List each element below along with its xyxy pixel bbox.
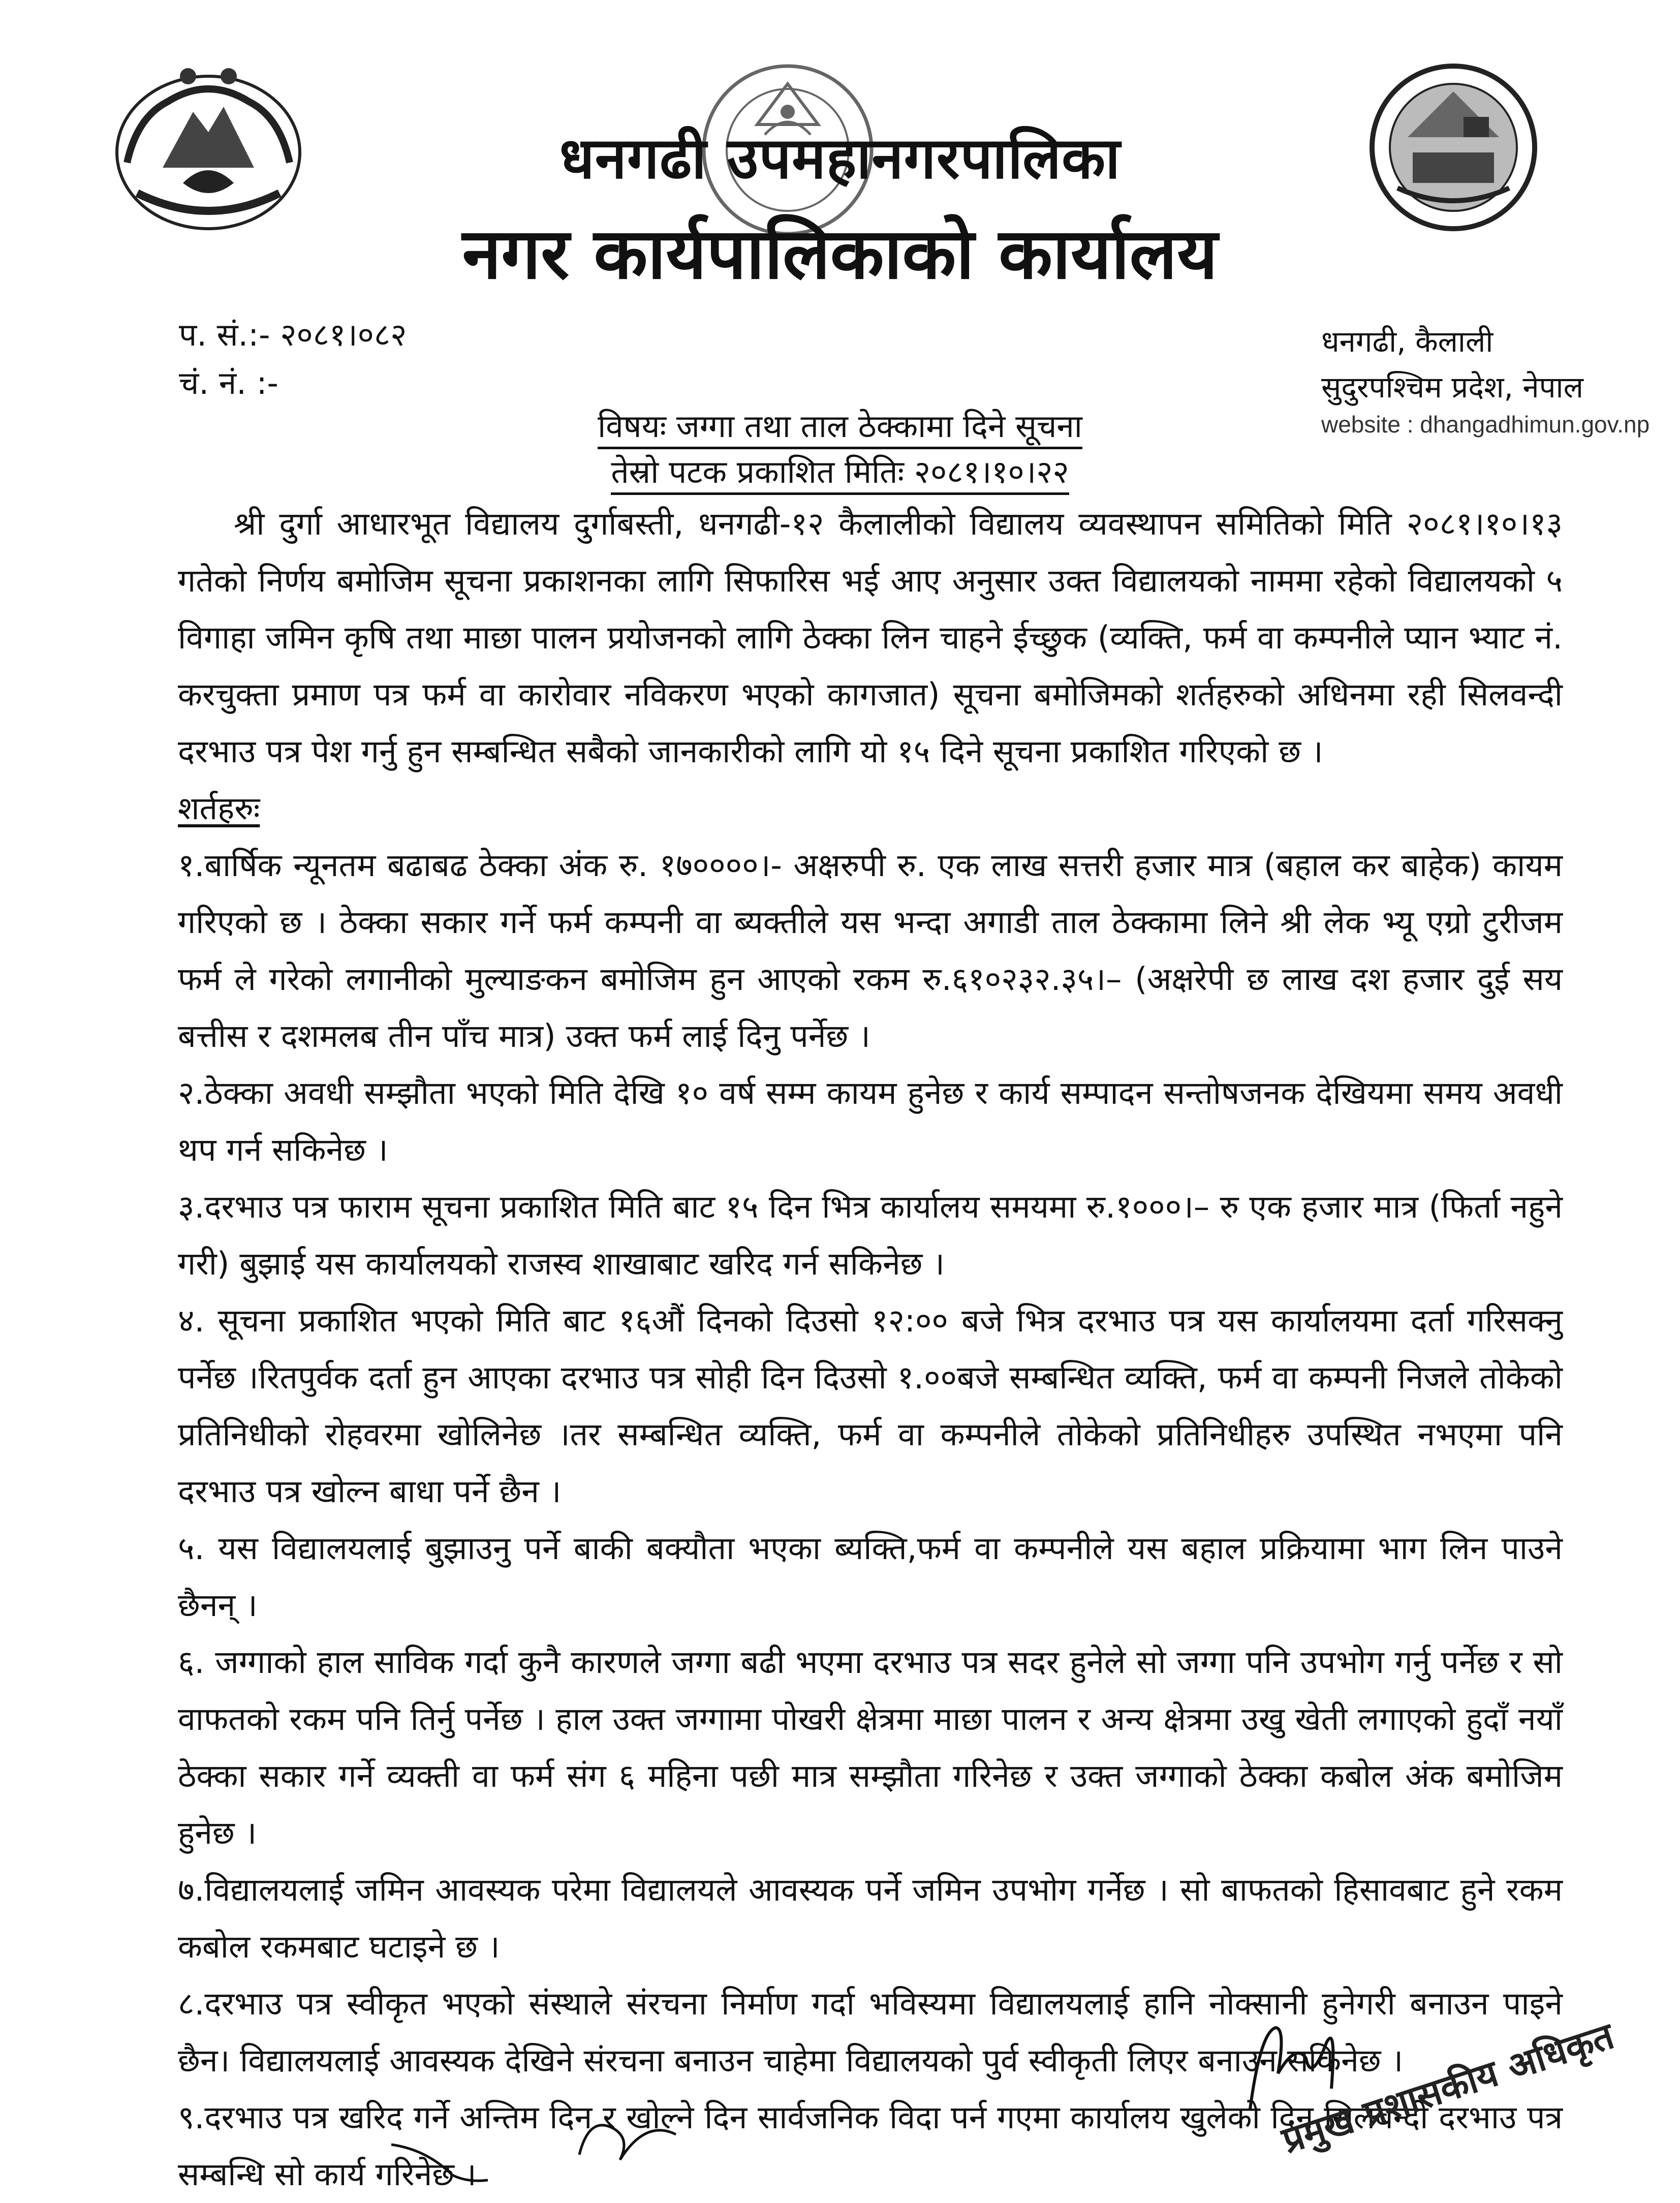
condition-item: ६. जग्गाको हाल साविक गर्दा कुनै कारणले जग्गा बढी भएमा दरभाउ पत्र सदर हुनेले सो जग्गा पनि उपभोग गर्नु पर्नेछ र सो वाफतको रकम पनि तिर्नु पर्नेछ । हाल उक्त जग्गामा पोखरी क्षेत्रमा माछा पालन र अन्य क्षेत्रमा उखु खेती लगाएको हुदाँ नयाँ ठेक्का सकार गर्ने व्यक्ती वा फर्म संग ६ महिना पछी मात्र सम्झौता गरिनेछ र उक्त जग्गाको ठेक्का कबोल अंक बमोजिम हुनेछ । <box>178 1643 1563 1851</box>
condition-item: २.ठेक्का अवधी सम्झौता भएको मिति देखि १० वर्ष सम्म कायम हुनेछ र कार्य सम्पादन सन्तोषजनक देखियमा समय अवधी थप गर्न सकिनेछ । <box>178 1074 1563 1168</box>
subject-publish-date <box>0 450 1680 492</box>
initials-signature-icon <box>569 2099 691 2175</box>
subject-title: विषयः जग्गा तथा ताल ठेक्कामा दिने सूचना <box>598 408 1082 449</box>
notice-body <box>178 495 1563 2203</box>
organization-name: धनगढी उपमहानगरपालिका <box>559 126 1121 192</box>
condition-item: ५. यस विद्यालयलाई बुझाउनु पर्ने बाकी बक्यौता भएका ब्यक्ति,फर्म वा कम्पनीले यस बहाल प्रक्रियामा भाग लिन पाउने छैनन् । <box>178 1530 1563 1624</box>
conditions-heading: शर्तहरुः <box>178 790 260 827</box>
subject-line <box>0 404 1680 447</box>
condition-item: ४. सूचना प्रकाशित भएको मिति बाट १६औं दिनको दिउसो १२:०० बजे भित्र दरभाउ पत्र यस कार्यालयमा दर्ता गरिसक्नु पर्नेछ ।रितपुर्वक दर्ता हुन आएका दरभाउ पत्र सोही दिन दिउसो १.००बजे सम्बन्धित व्यक्ति, फर्म वा कम्पनी निजले तोकेको प्रतिनिधीको रोहवरमा खोलिनेछ ।तर सम्बन्धित व्यक्ति, फर्म वा कम्पनीले तोकेको प्रतिनिधीहरु उपस्थित नभएमा पनि दरभाउ पत्र खोल्न बाधा पर्ने छैन । <box>178 1302 1563 1510</box>
intro-paragraph: श्री दुर्गा आधारभूत विद्यालय दुर्गाबस्ती, धनगढी-१२ कैलालीको विद्यालय व्यवस्थापन समितिको मिति २०८१।१०।१३ गतेको निर्णय बमोजिम सूचना प्रकाशनका लागि सिफारिस भई आए अनुसार उक्त विद्यालयको नाममा रहेको विद्यालयको ५ विगाहा जमिन कृषि तथा माछा पालन प्रयोजनको लागि ठेक्का लिन चाहने ईच्छुक (व्यक्ति, फर्म वा कम्पनीले प्यान भ्याट नं. करचुक्ता प्रमाण पत्र फर्म वा कारोवार नविकरण भएको कागजात) सूचना बमोजिमको शर्तहरुको अधिनमा रही सिलवन्दी दरभाउ पत्र पेश गर्नु हुन सम्बन्धित सबैको जानकारीको लागि यो १५ दिने सूचना प्रकाशित गरिएको छ । <box>178 505 1563 770</box>
condition-item: ९.दरभाउ पत्र खरिद गर्ने अन्तिम दिन र खोल्ने दिन सार्वजनिक विदा पर्न गएमा कार्यालय खुलेको दिन सिलबन्दी दरभाउ पत्र सम्बन्धि सो कार्य गरिनेछ । <box>178 2099 1563 2193</box>
publish-date: तेस्रो पटक प्रकाशित मितिः २०८१।१०।२२ <box>611 453 1069 495</box>
condition-item: ८.दरभाउ पत्र स्वीकृत भएको संस्थाले संरचना निर्माण गर्दा भविस्यमा विद्यालयलाई हानि नोक्सानी हुनेगरी बनाउन पाइने छैन। विद्यालयलाई आवस्यक देखिने संरचना बनाउन चाहेमा विद्यालयको पुर्व स्वीकृती लिएर बनाउन सकिनेछ । <box>178 1985 1563 2079</box>
condition-item: ७.विद्यालयलाई जमिन आवस्यक परेमा विद्यालयले आवस्यक पर्ने जमिन उपभोग गर्नेछ । सो बाफतको हिसावबाट हुने रकम कबोल रकमबाट घटाइने छ । <box>178 1871 1563 1965</box>
condition-item: १.बार्षिक न्यूनतम बढाबढ ठेक्का अंक रु. १७००००।- अक्षरुपी रु. एक लाख सत्तरी हजार मात्र (बहाल कर बाहेक) कायम गरिएको छ । ठेक्का सकार गर्ने फर्म कम्पनी वा ब्यक्तीले यस भन्दा अगाडी ताल ठेक्कामा लिने श्री लेक भ्यू एग्रो टुरीजम फर्म ले गरेको लगानीको मुल्याङकन बमोजिम हुन आएको रकम रु.६१०२३२.३५।– (अक्षरेपी छ लाख दश हजार दुई सय बत्तीस र दशमलब तीन पाँच मात्र) उक्त फर्म लाई दिनु पर्नेछ । <box>178 847 1563 1054</box>
dispatch-number: चं. नं. :- <box>179 364 278 401</box>
condition-item: ३.दरभाउ पत्र फाराम सूचना प्रकाशित मिति बाट १५ दिन भित्र कार्यालय समयमा रु.१०००।– रु एक हजार मात्र (फिर्ता नहुने गरी) बुझाई यस कार्यालयको राजस्व शाखाबाट खरिद गर्न सकिनेछ । <box>178 1188 1563 1282</box>
address-province: सुदुरपश्चिम प्रदेश, नेपाल <box>1321 370 1583 405</box>
office-name: नगर कार्यपालिकाको कार्यालय <box>462 213 1218 295</box>
address-city: धनगढी, कैलाली <box>1321 324 1494 359</box>
officer-stamp: प्रमुख प्रशासकीय अधिकृत <box>1277 2014 1619 2162</box>
website: website : dhangadhimun.gov.np <box>1321 411 1650 438</box>
signature-stroke-icon <box>386 2134 498 2185</box>
reference-number: प. सं.:- २०८१।०८२ <box>179 316 407 353</box>
